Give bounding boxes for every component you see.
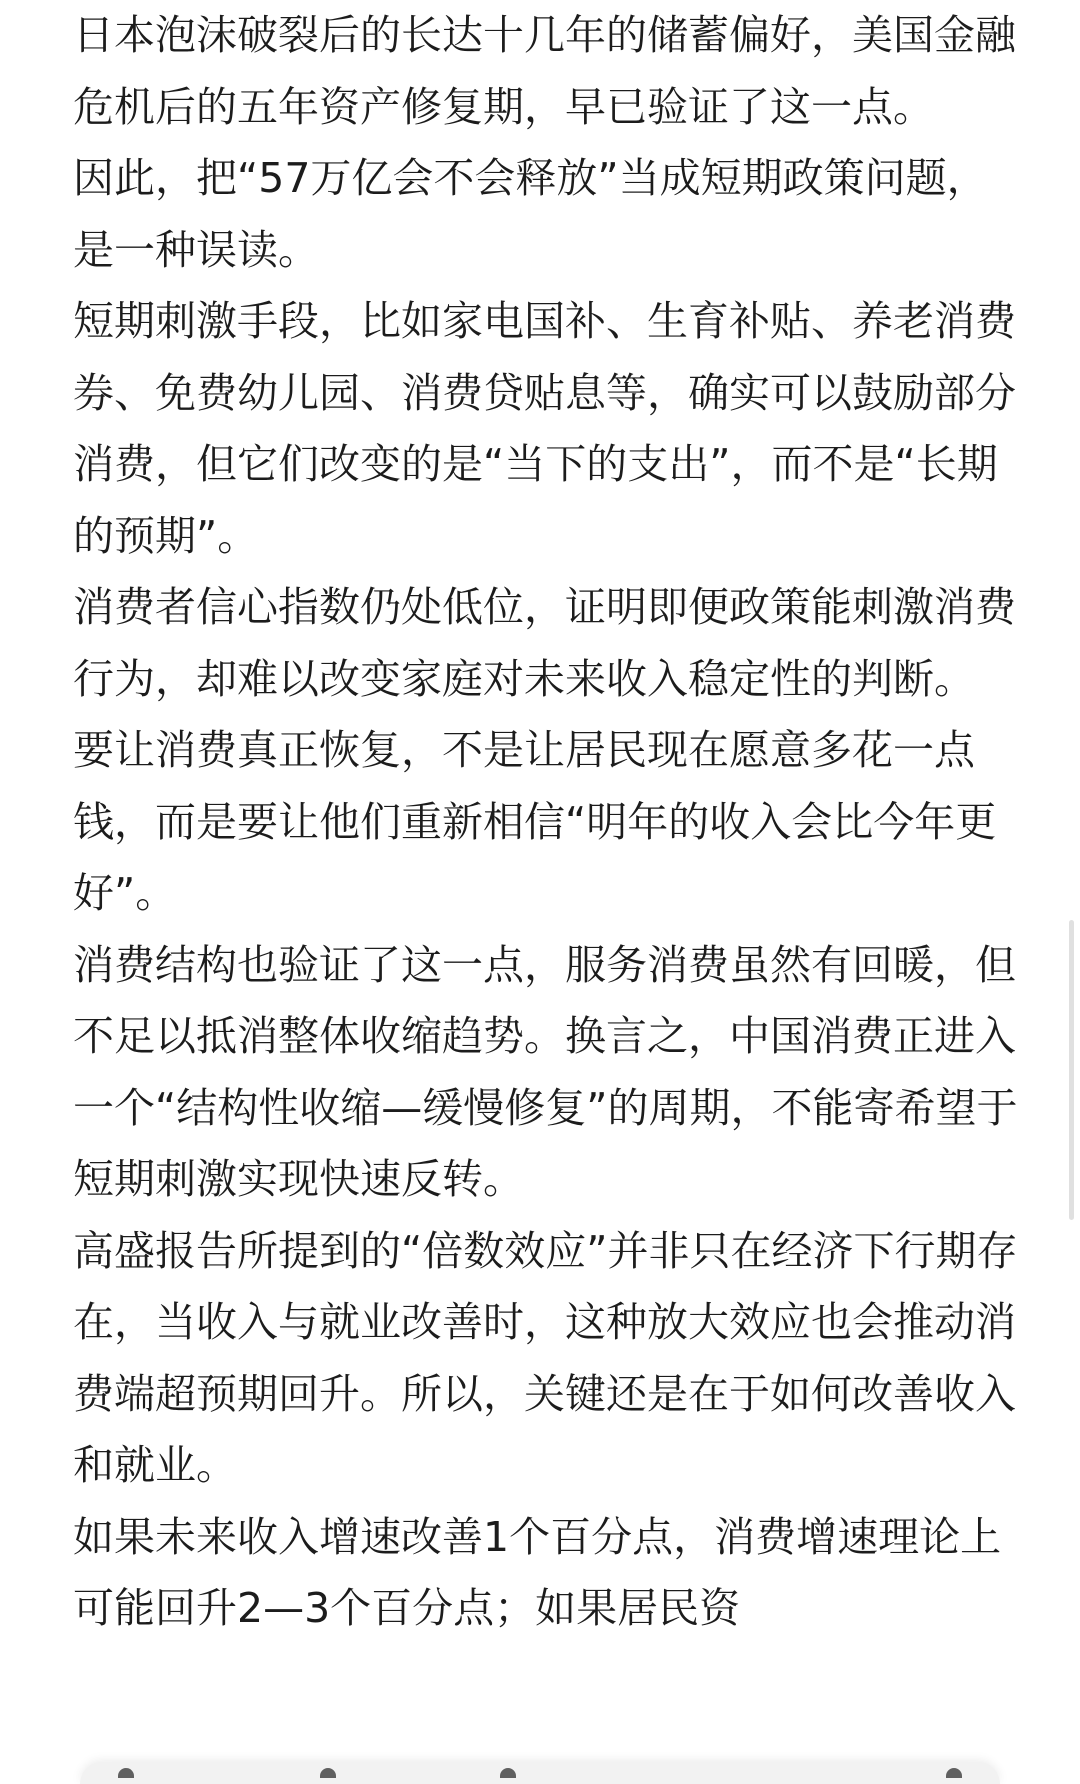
- bottom-toolbar: [80, 1762, 1000, 1784]
- scrollbar-thumb[interactable]: [1069, 920, 1074, 1220]
- article-paragraph-7: 高盛报告所提到的“倍数效应”并非只在经济下行期存在，当收入与就业改善时，这种放大效应也会推动消费端超预期回升。所以，关键还是在于如何改善收入和就业。: [73, 1226, 1018, 1489]
- article-paragraph-4: 消费者信心指数仍处低位，证明即便政策能刺激消费行为，却难以改变家庭对未来收入稳定性的判断。: [73, 583, 1016, 703]
- toolbar-icon-center[interactable]: [500, 1768, 516, 1778]
- toolbar-icon-left[interactable]: [118, 1768, 134, 1778]
- article-paragraph-1: 日本泡沫破裂后的长达十几年的储蓄偏好，美国金融危机后的五年资产修复期，早已验证了这一点。: [73, 11, 1016, 131]
- article-body: [73, 0, 1023, 1645]
- article-paragraph-2: 因此，把“57万亿会不会释放”当成短期政策问题，是一种误读。: [73, 154, 988, 274]
- article-paragraph-6: 消费结构也验证了这一点，服务消费虽然有回暖，但不足以抵消整体收缩趋势。换言之，中国消费正进入一个“结构性收缩—缓慢修复”的周期，不能寄希望于短期刺激实现快速反转。: [73, 940, 1018, 1203]
- toolbar-icon-right[interactable]: [946, 1768, 962, 1778]
- toolbar-icon-middle[interactable]: [320, 1768, 336, 1778]
- article-paragraph-3: 短期刺激手段，比如家电国补、生育补贴、养老消费券、免费幼儿园、消费贷贴息等，确实可以鼓励部分消费，但它们改变的是“当下的支出”，而不是“长期的预期”。: [73, 297, 1016, 560]
- article-paragraph-5: 要让消费真正恢复，不是让居民现在愿意多花一点钱，而是要让他们重新相信“明年的收入会比今年更好”。: [73, 726, 997, 917]
- article-paragraph-8: 如果未来收入增速改善1个百分点，消费增速理论上可能回升2—3个百分点；如果居民资: [73, 1512, 1002, 1632]
